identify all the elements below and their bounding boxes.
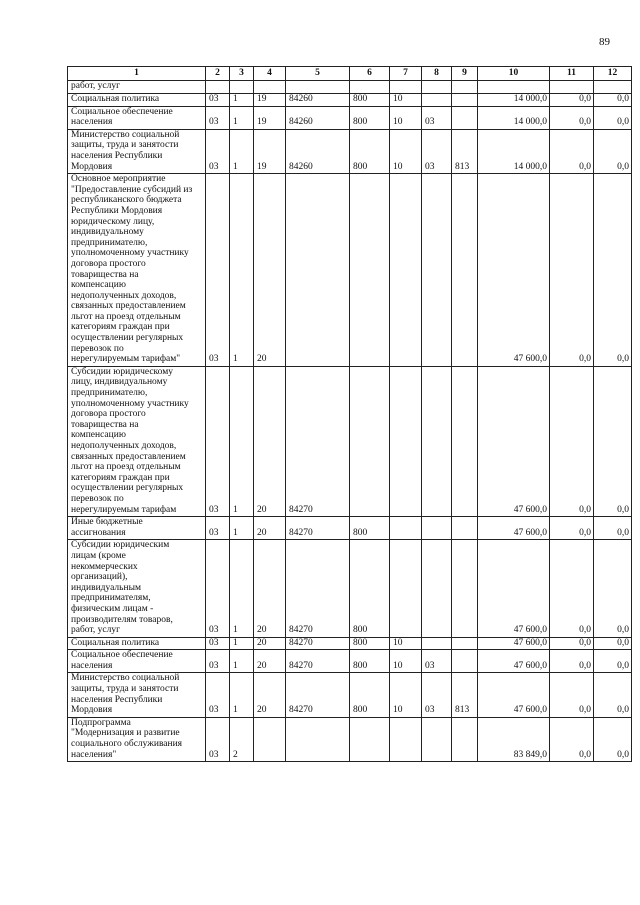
row-cell-c9 [452, 540, 478, 637]
row-cell-c9: 813 [452, 129, 478, 173]
row-cell-c7: 10 [390, 637, 422, 650]
table-row [68, 637, 632, 650]
column-header: 4 [254, 67, 286, 81]
row-name-cell: Иные бюджетные ассигнования [68, 517, 206, 540]
row-cell-c3: 1 [230, 106, 254, 129]
table-row [68, 540, 632, 637]
row-cell-c4: 20 [254, 540, 286, 637]
row-cell-c8 [422, 81, 452, 94]
row-cell-c11: 0,0 [550, 106, 594, 129]
row-cell-c11: 0,0 [550, 129, 594, 173]
row-cell-c7: 10 [390, 673, 422, 717]
row-cell-c11: 0,0 [550, 366, 594, 516]
table-row [68, 94, 632, 107]
row-name-cell: Социальное обеспечение населения [68, 650, 206, 673]
row-cell-c7: 10 [390, 129, 422, 173]
table-row [68, 174, 632, 367]
row-cell-c4: 20 [254, 366, 286, 516]
row-cell-c3: 1 [230, 366, 254, 516]
column-header: 8 [422, 67, 452, 81]
row-cell-c11: 0,0 [550, 94, 594, 107]
row-cell-c12: 0,0 [594, 540, 632, 637]
column-header: 2 [206, 67, 230, 81]
column-header: 1 [68, 67, 206, 81]
row-cell-c2: 03 [206, 517, 230, 540]
row-cell-c9 [452, 717, 478, 761]
table-row [68, 81, 632, 94]
row-cell-c6: 800 [350, 637, 390, 650]
row-cell-c10: 47 600,0 [478, 174, 550, 367]
row-cell-c9 [452, 106, 478, 129]
row-cell-c11: 0,0 [550, 517, 594, 540]
row-cell-c6 [350, 717, 390, 761]
row-cell-c11: 0,0 [550, 650, 594, 673]
row-cell-c8 [422, 94, 452, 107]
row-cell-c11: 0,0 [550, 717, 594, 761]
row-cell-c8 [422, 540, 452, 637]
row-cell-c8: 03 [422, 650, 452, 673]
row-name-cell: Министерство социальной защиты, труда и занятости населения Республики Мордовия [68, 673, 206, 717]
row-cell-c9 [452, 517, 478, 540]
row-cell-c7 [390, 717, 422, 761]
row-cell-c2: 03 [206, 673, 230, 717]
row-cell-c5: 84270 [286, 517, 350, 540]
row-cell-c2: 03 [206, 174, 230, 367]
table-row [68, 366, 632, 516]
row-name-cell: Субсидии юридическим лицам (кроме некоммерческих организаций), индивидуальным предпринимателям, физическим лицам - производителям товаров, работ, услуг [68, 540, 206, 637]
table-row [68, 673, 632, 717]
row-cell-c7 [390, 81, 422, 94]
row-cell-c3: 1 [230, 673, 254, 717]
row-cell-c12: 0,0 [594, 637, 632, 650]
table-row [68, 129, 632, 173]
row-cell-c4 [254, 717, 286, 761]
row-cell-c5: 84260 [286, 129, 350, 173]
row-cell-c8: 03 [422, 106, 452, 129]
row-cell-c4: 20 [254, 650, 286, 673]
row-cell-c10: 47 600,0 [478, 540, 550, 637]
row-cell-c5: 84270 [286, 673, 350, 717]
row-cell-c3: 1 [230, 129, 254, 173]
row-cell-c4: 19 [254, 106, 286, 129]
column-header: 6 [350, 67, 390, 81]
row-cell-c5 [286, 174, 350, 367]
row-cell-c2: 03 [206, 637, 230, 650]
row-cell-c5: 84260 [286, 94, 350, 107]
row-cell-c8: 03 [422, 673, 452, 717]
row-cell-c3: 2 [230, 717, 254, 761]
row-cell-c5 [286, 81, 350, 94]
row-name-cell: Субсидии юридическому лицу, индивидуальному предпринимателю, уполномоченному участнику договора простого товарищества на компенсацию недополученных доходов, связанных предоставлением льгот на проезд отдельным категориям граждан при осуществлении регулярных перевозок по нерегулируемым тарифам [68, 366, 206, 516]
row-cell-c3: 1 [230, 637, 254, 650]
row-cell-c9 [452, 94, 478, 107]
table-row [68, 106, 632, 129]
column-header: 10 [478, 67, 550, 81]
row-cell-c12 [594, 81, 632, 94]
row-cell-c2: 03 [206, 366, 230, 516]
row-cell-c2: 03 [206, 129, 230, 173]
row-name-cell: работ, услуг [68, 81, 206, 94]
row-cell-c6 [350, 366, 390, 516]
column-header: 9 [452, 67, 478, 81]
row-name-cell: Министерство социальной защиты, труда и занятости населения Республики Мордовия [68, 129, 206, 173]
row-cell-c3: 1 [230, 174, 254, 367]
row-cell-c2: 03 [206, 94, 230, 107]
row-cell-c12: 0,0 [594, 717, 632, 761]
row-cell-c4: 20 [254, 637, 286, 650]
row-cell-c5: 84270 [286, 637, 350, 650]
row-cell-c2: 03 [206, 717, 230, 761]
row-cell-c12: 0,0 [594, 106, 632, 129]
row-cell-c3 [230, 81, 254, 94]
row-cell-c10: 47 600,0 [478, 650, 550, 673]
row-cell-c11: 0,0 [550, 174, 594, 367]
row-cell-c8 [422, 717, 452, 761]
row-cell-c10: 47 600,0 [478, 366, 550, 516]
row-cell-c5: 84270 [286, 540, 350, 637]
row-cell-c6: 800 [350, 673, 390, 717]
page-number: 89 [599, 36, 610, 48]
row-cell-c5: 84270 [286, 650, 350, 673]
column-header: 11 [550, 67, 594, 81]
row-cell-c4: 19 [254, 129, 286, 173]
row-name-cell: Социальная политика [68, 94, 206, 107]
row-cell-c10: 14 000,0 [478, 94, 550, 107]
row-cell-c12: 0,0 [594, 174, 632, 367]
row-cell-c3: 1 [230, 517, 254, 540]
row-cell-c3: 1 [230, 540, 254, 637]
row-cell-c6 [350, 81, 390, 94]
table-row [68, 650, 632, 673]
row-cell-c7: 10 [390, 106, 422, 129]
row-cell-c9: 813 [452, 673, 478, 717]
column-header: 5 [286, 67, 350, 81]
row-cell-c9 [452, 637, 478, 650]
row-name-cell: Социальная политика [68, 637, 206, 650]
row-cell-c6: 800 [350, 129, 390, 173]
row-cell-c7 [390, 366, 422, 516]
column-header: 7 [390, 67, 422, 81]
row-cell-c12: 0,0 [594, 517, 632, 540]
row-cell-c10: 47 600,0 [478, 673, 550, 717]
row-cell-c3: 1 [230, 650, 254, 673]
row-cell-c11: 0,0 [550, 637, 594, 650]
row-cell-c12: 0,0 [594, 94, 632, 107]
row-cell-c7 [390, 174, 422, 367]
table-row [68, 717, 632, 761]
row-cell-c8 [422, 174, 452, 367]
row-cell-c11 [550, 81, 594, 94]
row-cell-c10 [478, 81, 550, 94]
row-cell-c12: 0,0 [594, 366, 632, 516]
row-cell-c5: 84260 [286, 106, 350, 129]
row-cell-c3: 1 [230, 94, 254, 107]
row-cell-c2: 03 [206, 106, 230, 129]
column-header: 12 [594, 67, 632, 81]
row-cell-c4 [254, 81, 286, 94]
row-name-cell: Основное мероприятие "Предоставление субсидий из республиканского бюджета Республики Мордовия юридическому лицу, индивидуальному предпринимателю, уполномоченному участнику договора простого товарищества на компенсацию недополученных доходов, связанных предоставлением льгот на проезд отдельным категориям граждан при осуществлении регулярных перевозок по нерегулируемым тарифам" [68, 174, 206, 367]
row-cell-c2: 03 [206, 650, 230, 673]
row-cell-c6: 800 [350, 94, 390, 107]
row-cell-c9 [452, 366, 478, 516]
row-name-cell: Подпрограмма "Модернизация и развитие социального обслуживания населения" [68, 717, 206, 761]
row-cell-c11: 0,0 [550, 673, 594, 717]
row-cell-c6 [350, 174, 390, 367]
row-cell-c12: 0,0 [594, 673, 632, 717]
row-cell-c4: 20 [254, 174, 286, 367]
row-cell-c6: 800 [350, 650, 390, 673]
row-cell-c12: 0,0 [594, 650, 632, 673]
column-header: 3 [230, 67, 254, 81]
row-cell-c8 [422, 637, 452, 650]
row-cell-c9 [452, 650, 478, 673]
row-cell-c12: 0,0 [594, 129, 632, 173]
row-cell-c5 [286, 717, 350, 761]
table-row [68, 517, 632, 540]
row-cell-c7: 10 [390, 94, 422, 107]
row-cell-c7: 10 [390, 650, 422, 673]
row-cell-c8: 03 [422, 129, 452, 173]
row-cell-c10: 47 600,0 [478, 517, 550, 540]
row-name-cell: Социальное обеспечение населения [68, 106, 206, 129]
row-cell-c4: 20 [254, 517, 286, 540]
row-cell-c9 [452, 81, 478, 94]
row-cell-c10: 14 000,0 [478, 106, 550, 129]
row-cell-c2 [206, 81, 230, 94]
row-cell-c10: 14 000,0 [478, 129, 550, 173]
row-cell-c4: 20 [254, 673, 286, 717]
table-header-row [68, 67, 632, 81]
row-cell-c6: 800 [350, 106, 390, 129]
row-cell-c4: 19 [254, 94, 286, 107]
row-cell-c2: 03 [206, 540, 230, 637]
row-cell-c6: 800 [350, 517, 390, 540]
row-cell-c7 [390, 540, 422, 637]
budget-table [67, 66, 632, 762]
row-cell-c9 [452, 174, 478, 367]
row-cell-c5: 84270 [286, 366, 350, 516]
row-cell-c8 [422, 517, 452, 540]
row-cell-c7 [390, 517, 422, 540]
row-cell-c10: 47 600,0 [478, 637, 550, 650]
row-cell-c10: 83 849,0 [478, 717, 550, 761]
row-cell-c6: 800 [350, 540, 390, 637]
row-cell-c8 [422, 366, 452, 516]
row-cell-c11: 0,0 [550, 540, 594, 637]
